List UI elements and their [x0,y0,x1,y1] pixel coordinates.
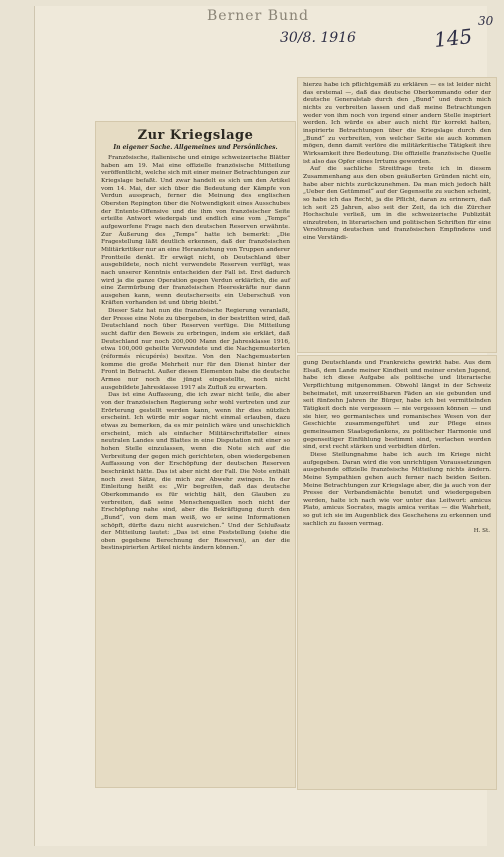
clipping-left-column [96,122,295,787]
corner-mark: 30 [478,14,494,28]
article-body-right-top [298,78,496,243]
paragraph: Dieser Satz hat nun die französische Regierung veranlaßt, der Presse eine Note zu übergeben, in der bestritten wird, daß Deutschland noch über Reserven verfüge. Die Mitteilung sucht dafür den Beweis zu erbringen, indem sie erklärt, daß Deutschland nur noch 200,000 Mann der Jahresklasse 1916, etwa 100,000 geheilte Verwundete und die Nachgemusterten (réformés récupérés) besitze. Von den Nachgemusterten komme die große Mehrheit nur für den Dienst hinter der Front in Betracht. Außer diesen Elementen habe die deutsche Armee nur noch die jüngst eingestellte, noch nicht ausgebildete Jahresklasse 1917 als Zufluß zu erwarten. [101,308,290,391]
clipping-right-top [298,78,496,352]
paragraph: Französische, italienische und einige schweizerische Blätter haben am 19. Mai eine offizielle französische Mitteilung veröffentlicht, welche sich mit einer meiner Betrachtungen zur Kriegslage befaßt. Und zwar handelt es sich um den Artikel vom 14. Mai, der sich über die Bedeutung der Kämpfe von Verdun aussprach, ferner die Meinung des englischen Obersten Repington über die Notwendigkeit eines Ausschubes der Entente-Offensive und die ihm von französischer Seite erteilte Antwort wiedergab und endlich eine vom „Temps“ aufgeworfene Frage nach den deutschen Reserven erwähnte. Zur Äußerung des „Temps“ hatte ich bemerkt: „Die Fragestellung läßt deutlich erkennen, daß der französischen Militärkritiker nur an eine Heranziehung von Truppen anderer Frontteile denkt. Er erwägt nicht, ob Deutschland über ausgebildete, noch nicht verwendete Reserven verfügt, was nach unserer Kenntnis entscheiden der Fall ist. Erst dadurch wird ja die ganze Operation gegen Verdun erklärlich, die auf eine Zermürbung der französischen Heereskräfte nur dann ausgehen kann, wenn deutscherseits ein Ueberschuß von Kräften vorhanden ist und übrig bleibt.“ [101,155,290,307]
newspaper-name: Berner Bund [207,8,309,24]
paragraph: Diese Stellungnahme habe ich auch im Kriege nicht aufgegeben. Daran wird die von unrichtigen Voraussetzungen ausgehende offizielle französische Mitteilung nichts ändern. Meine Sympathien gehen auch ferner nach beiden Seiten. Meine Betrachtungen zur Kriegslage aber, die ja auch von der Presse der Verbandsmächte benutzt und wiedergegeben werden, halte ich nach wie vor unter das Leitwort: amicus Plato, amicus Socrates, magis amica veritas — die Wahrheit, so gut ich sie im Augenblick des Geschehens zu erkennen und sachlich zu fassen vermag. [303,451,491,527]
paragraph: Auf die sachliche Streitfrage trete ich in diesem Zusammenhang aus den oben geäußerten Gründen nicht ein, habe aber nichts zurückzunehmen. Da man mich jedoch hält „Ueber den Getümmel“ auf der Gegenseite zu suchen scheint, so habe ich das Recht, ja die Pflicht, daran zu erinnern, daß ich seit 25 Jahren, also seit der Zeit, da ich die Zürcher Hochschule verließ, um in die schweizerische Publizität einzutreten, in literarischen und politischen Schriften für eine Versöhnung deutschen und französischen Empfindens und eine Verständi- [303,166,491,242]
paragraph: Das ist eine Auffassung, die ich zwar nicht teile, die aber von der französischen Regierung sehr wohl vertreten und zur Erörterung gestellt werden kann, wenn ihr dies nützlich erscheint. Ich würde mir sogar nicht einmal erlauben, dazu etwas zu bemerken, da es mir peinlich wäre und unschicklich erscheint, mich als einfacher Militärschriftsteller eines neutralen Landes und Blattes in eine Disputation mit einer so hohen Stelle einzulassen, wenn die Note sich auf die Verbreitung der gegen mich gerichteten, oben wiedergebenen Auffassung von der Erschöpfung der deutschen Reserven beschränkt hätte. Das ist aber nicht der Fall. Die Note enthält noch zwei Sätze, die mich zur Abwehr zwingen. In der Einleitung heißt es: „Wir begreifen, daß das deutsche Oberkommando es für wichtig hält, den Glauben zu verbreiten, daß seine Menschenquellen noch nicht der Erschöpfung nahe sind, aber die Bekräftigung durch den „Bund“, von dem man weiß, wo er seine Informationen schöpft, dürfte dazu nicht ausreichen.“ Und der Schlußsatz der Mitteilung lautet: „Das ist eine Feststellung (siehe die oben gegebene Berechnung der Reserven), an der die bestinspirierten Artikel nichts ändern können.“ [101,392,290,552]
article-body-right-bottom [298,356,496,528]
article-body-left [96,155,295,553]
paragraph: gung Deutschlands und Frankreichs gewirkt habe. Aus dem Elsaß, dem Lande meiner Kindheit und meiner ersten Jugend, habe ich diese Aufgabe als politische und literarische Verpflichtung mitgenommen. Obwohl längst in der Schweiz beheimatet, mit unzerreißbaren Fäden an sie gebunden und seit fünfzehn Jahren ihr Bürger, habe ich bei vermittelnden Tätigkeit doch nie vergessen — nie vergessen können — und sie hier, wo germanisches und romanisches Wesen von der Geschichte zusammengeführt und zur Pflege eines gemeinsamen Staatsgedankens, zu politischer Harmonie und gegenseitiger Einfühlung bestimmt sind, verlachen worden sind, erst recht stärken und verbidten dürfen. [303,360,491,451]
clipping-right-bottom [298,356,496,789]
article-subtitle: In eigener Sache. Allgemeines und Persönliches. [113,144,278,151]
paragraph: hierzu habe ich pflichtgemäß zu erklären — es ist leider nicht das erstemal —, daß das deutsche Oberkommando oder der deutsche Generalstab durch den „Bund“ und durch mich nichts zu verbreiten lassen und daß meine Betrachtungen weder von ihm noch von irgend einer andern Stelle inspiriert werden. Ich würde es aber auch nicht für korrekt halten, inspirierte Betrachtungen über die Kriegslage durch den „Bund“ zu verbreiten, von welcher Seite sie auch kommen mögen, denn damit verlöre die militärkritische Tätigkeit ihre Wirksamkeit ihre Bedeutung. Die offizielle französische Quelle ist also das Opfer eines Irrtums geworden. [303,82,491,165]
handwritten-date: 30/8. 1916 [280,30,356,46]
article-title: Zur Kriegslage [137,128,254,143]
author-initials: H. St. [473,528,490,535]
handwritten-number: 145 [432,24,474,52]
